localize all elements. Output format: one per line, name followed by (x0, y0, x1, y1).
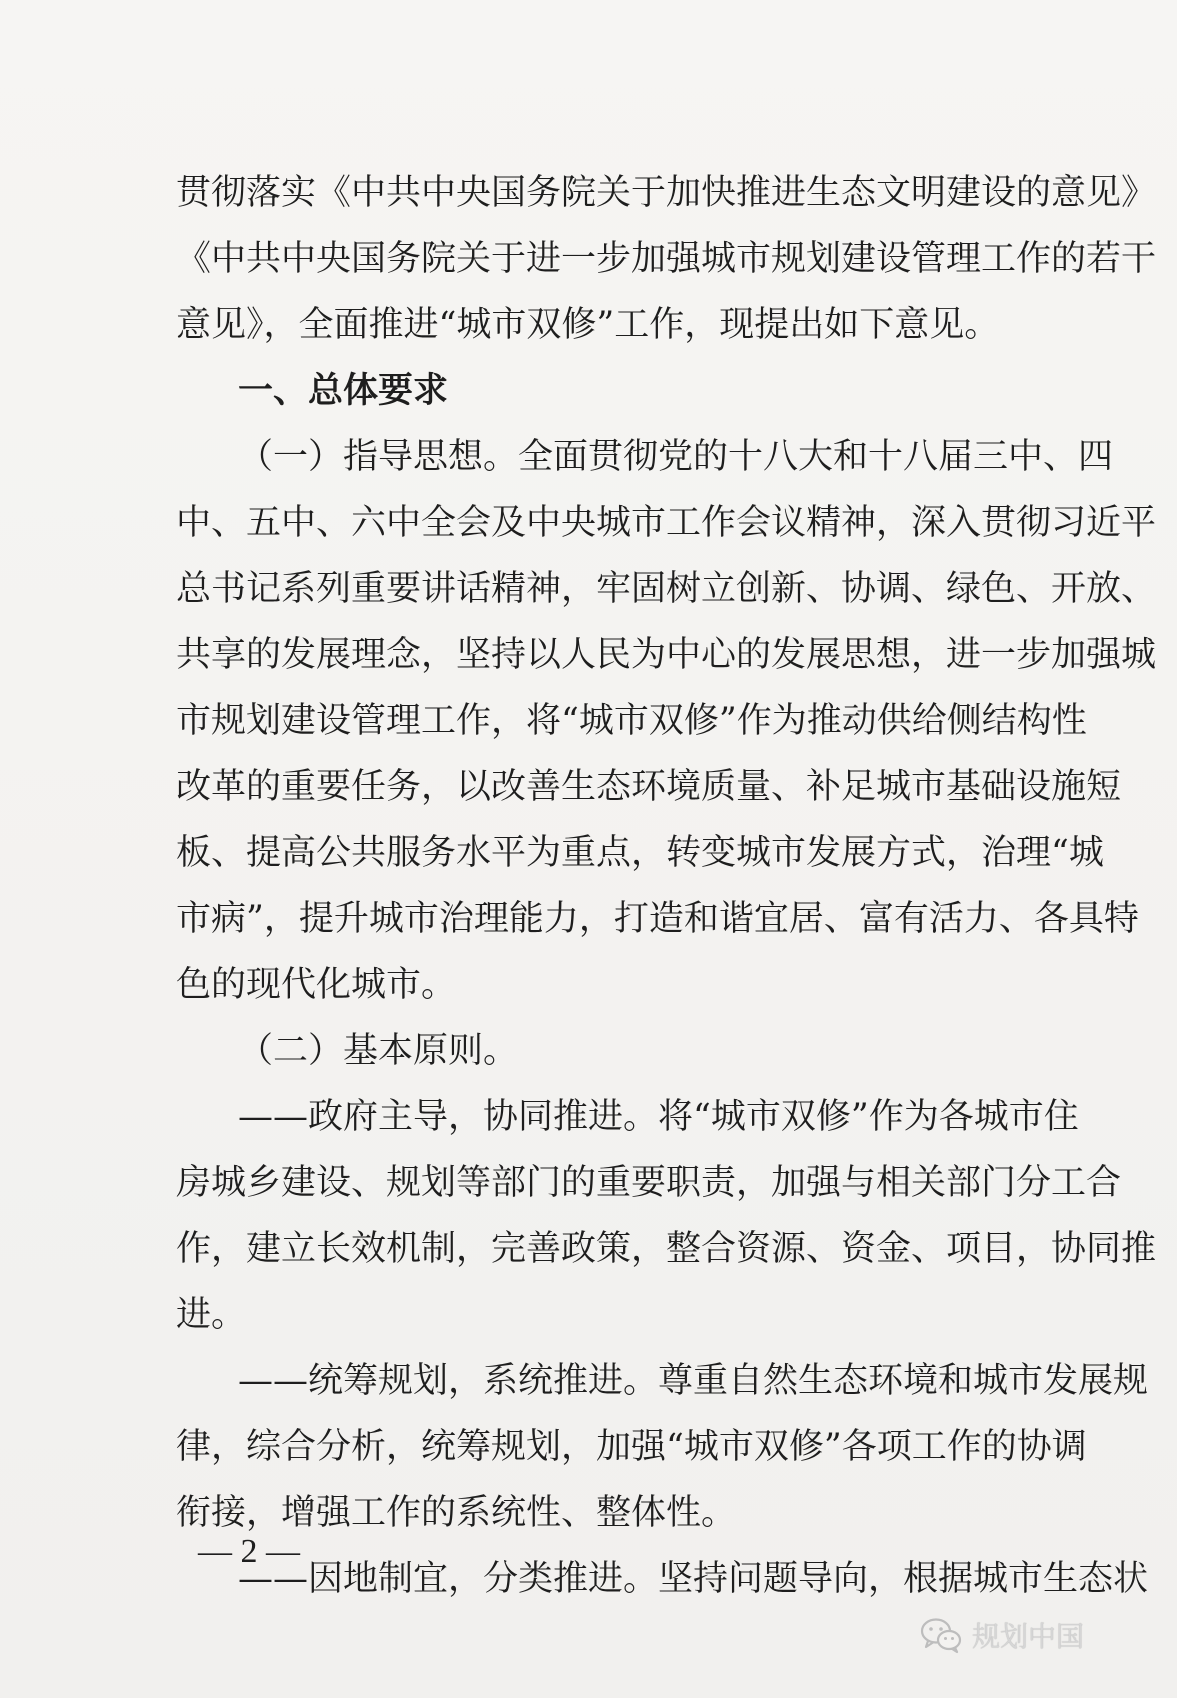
body-line: 中、五中、六中全会及中央城市工作会议精神，深入贯彻习近平 (176, 503, 1157, 543)
paragraph-first-line: （二）基本原则。 (238, 1031, 519, 1071)
body-line: 总书记系列重要讲话精神，牢固树立创新、协调、绿色、开放、 (176, 569, 1157, 609)
body-line: 房城乡建设、规划等部门的重要职责，加强与相关部门分工合 (176, 1163, 1122, 1203)
body-line: 进。 (176, 1295, 247, 1335)
document-body (176, 160, 1157, 1612)
paragraph-first-line: ——政府主导，协同推进。将“城市双修”作为各城市住 (238, 1097, 1079, 1137)
body-line: 贯彻落实《中共中央国务院关于加快推进生态文明建设的意见》 (176, 173, 1157, 213)
body-line: 市规划建设管理工作，将“城市双修”作为推动供给侧结构性 (176, 701, 1087, 741)
wechat-icon (920, 1616, 962, 1654)
body-line: 衔接，增强工作的系统性、整体性。 (176, 1493, 737, 1533)
body-line: 改革的重要任务，以改善生态环境质量、补足城市基础设施短 (176, 767, 1122, 807)
watermark-text: 规划中国 (972, 1620, 1085, 1653)
body-line: 律，综合分析，统筹规划，加强“城市双修”各项工作的协调 (176, 1427, 1087, 1467)
paragraph-first-line: ——统筹规划，系统推进。尊重自然生态环境和城市发展规 (238, 1361, 1149, 1401)
body-line: 作，建立长效机制，完善政策，整合资源、资金、项目，协同推 (176, 1229, 1157, 1269)
body-line: 市病”，提升城市治理能力，打造和谐宜居、富有活力、各具特 (176, 899, 1139, 939)
body-line: 共享的发展理念，坚持以人民为中心的发展思想，进一步加强城 (176, 635, 1157, 675)
body-line: 色的现代化城市。 (176, 965, 457, 1005)
watermark (920, 1610, 1084, 1660)
paragraph-first-line: （一）指导思想。全面贯彻党的十八大和十八届三中、四 (238, 437, 1114, 477)
page-number: — 2 — (198, 1533, 300, 1570)
section-heading: 一、总体要求 (238, 370, 449, 411)
body-line: 意见》，全面推进“城市双修”工作，现提出如下意见。 (176, 305, 1000, 345)
body-line: 《中共中央国务院关于进一步加强城市规划建设管理工作的若干 (176, 239, 1157, 279)
body-line: 板、提高公共服务水平为重点，转变城市发展方式，治理“城 (176, 833, 1104, 873)
paragraph-first-line: ——因地制宜，分类推进。坚持问题导向，根据城市生态状 (238, 1559, 1149, 1599)
